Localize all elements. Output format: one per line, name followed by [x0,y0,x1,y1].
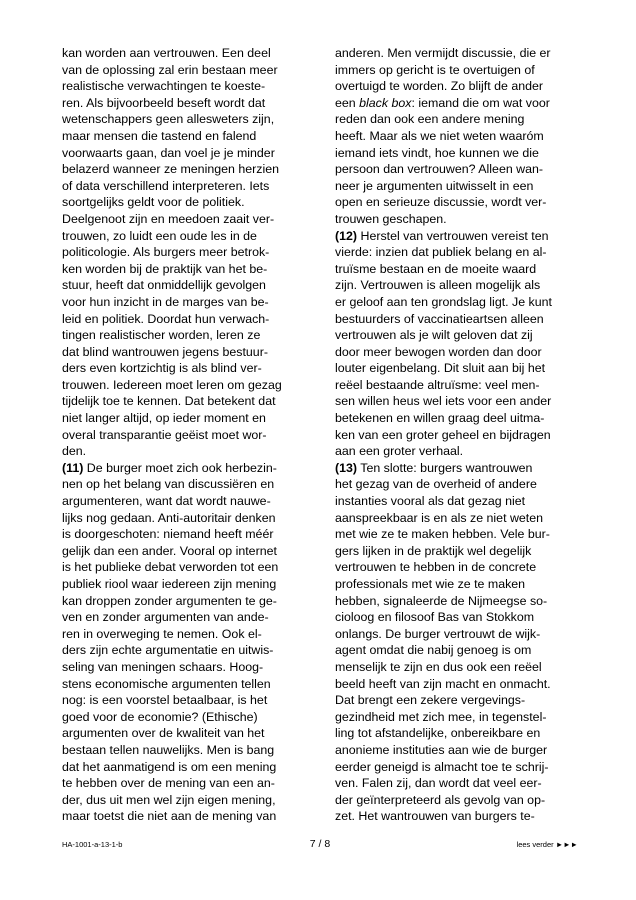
text-line: niet langer altijd, op ieder moment en [62,411,266,426]
text-line: nog: is een voorstel betaalbaar, is het [62,693,268,708]
page-footer [62,838,578,852]
text-line: voorwaarts gaan, dan voel je je minder [62,145,275,160]
paragraph-text: Ten slotte: burgers wantrouwen [357,460,533,475]
text-line: immers op gericht is te overtuigen of [335,62,535,77]
text-line: reëel bestaande altruïsme: veel men- [335,377,540,392]
text-line: het gezag van de overheid of andere [335,477,537,492]
text-line: trouwen. Iedereen moet leren om gezag [62,377,282,392]
paragraph-text: Herstel van vertrouwen vereist ten [357,228,549,243]
text-line: lijks nog gedaan. Anti-autoritair denken [62,510,276,525]
text-line: instanties vooral als dat gezag niet [335,494,526,509]
text-line: argumenteren, want dat wordt nauwe- [62,494,271,509]
text-line: nen op het belang van discussiëren en [62,477,275,492]
text-line: ders zijn echte argumentatie en uitwis- [62,643,274,658]
text-line: ren in overweging te nemen. Ook el- [62,626,262,641]
exam-code: HA-1001-a-13-1-b [62,840,123,849]
text-line: aanspreekbaar is en als ze niet weten [335,510,544,525]
text-line: wetenschappers geen allesweters zijn, [62,112,275,127]
text-line: belazerd wanneer ze meningen herzien [62,162,279,177]
text-line: aan een groter verhaal. [335,444,464,459]
text-line: ling tot afstandelijke, onbereikbare en [335,726,541,741]
text-line: ders even kortzichtig is als blind ver- [62,361,262,376]
text-line: goed voor de economie? (Ethische) [62,709,258,724]
text-line: zet. Het wantrouwen van burgers te- [335,809,535,824]
text-line: is het publieke debat verworden tot een [62,560,279,575]
text-line: of data verschillend interpreteren. Iets [62,178,270,193]
right-column [335,45,589,825]
paragraph-number: (13) [335,460,358,475]
text-line [335,95,589,112]
text-line: stuur, heeft dat onmiddellijk gevolgen [62,278,266,293]
text-line: realistische verwachtingen te koeste- [62,79,266,94]
text-line: zijn. Vertrouwen is alleen mogelijk als [335,278,541,293]
text-line: voor hun inzicht in de marges van be- [62,294,269,309]
text-line: ren. Als bijvoorbeeld beseft wordt dat [62,95,266,110]
paragraph-number: (12) [335,228,358,243]
text-line: truïsme bestaan en de moeite waard [335,261,537,276]
text-line: anderen. Men vermijdt discussie, die er [335,46,551,60]
text-line: beeld heeft van zijn macht en onmacht. [335,676,551,691]
text-line: sen willen heus wel iets voor een ander [335,394,552,409]
text-line: louter eigenbelang. Dit sluit aan bij het [335,361,546,376]
text-line: is doorgeschoten: niemand heeft méér [62,527,274,542]
text-line: bestuurders of vaccinatieartsen alleen [335,311,544,326]
text-line: stens economische argumenten tellen [62,676,271,691]
text-line: persoon dan vertrouwen? Alleen wan- [335,162,544,177]
text-line: gers lijken in de praktijk wel degelijk [335,543,532,558]
text-line: overal transparantie geëist moet wor- [62,427,267,442]
text-line: anonieme instituties aan wie de burger [335,742,548,757]
text-line: Deelgenoot zijn en meedoen zaait ver- [62,211,275,226]
text-line: leid en politiek. Doordat hun verwach- [62,311,270,326]
page-number: 7 / 8 [309,838,331,850]
text-line: ven. Falen zij, dan wordt dat veel eer- [335,776,542,791]
text-line [62,460,316,477]
text-line: vierde: inzien dat publiek belang en al- [335,245,547,260]
text-segment: : iemand die om wat voor [411,95,550,110]
text-line: reden dan ook een andere mening [335,112,525,127]
text-line: menselijk te zijn en dus ook een reëel [335,659,542,674]
text-line: Dat brengt een zekere vergevings- [335,693,526,708]
text-line: gezindheid met zich mee, in tegenstel- [335,709,547,724]
text-line: maar toetst die niet aan de mening van [62,809,277,824]
text-line: gelijk dan een ander. Vooral op internet [62,543,277,558]
text-line: vertrouwen te hebben in de concrete [335,560,537,575]
text-line: ken van een groter geheel en bijdragen [335,427,551,442]
text-line: seling van meningen schaars. Hoog- [62,659,264,674]
text-line: te hebben over de mening van een an- [62,776,275,791]
text-line: vertrouwen als je wilt geloven dat zij [335,328,533,343]
text-line: iemand iets vindt, hoe kunnen we die [335,145,539,160]
text-segment: een [335,95,360,110]
text-line: tijdelijk toe te kennen. Dat betekent dat [62,394,276,409]
text-line: eerder geneigd is almacht toe te schrij- [335,759,549,774]
text-line: van de oplossing zal erin bestaan meer [62,62,278,77]
text-line: heeft. Maar als we niet weten waaróm [335,128,544,143]
text-line: kan droppen zonder argumenten te ge- [62,593,277,608]
text-line: overtuigd te worden. Zo blijft de ander [335,79,544,94]
text-line: kan worden aan vertrouwen. Een deel [62,46,271,60]
text-line: tingen realistischer worden, leren ze [62,328,261,343]
text-line: door meer bewogen worden dan door [335,344,542,359]
paragraph-text: De burger moet zich ook herbezin- [83,460,277,475]
text-line: der geïnterpreteerd als gevolg van op- [335,792,546,807]
text-line: dat het aanmatigend is om een mening [62,759,277,774]
text-line: publiek riool waar iedereen zijn mening [62,577,277,591]
text-line: trouwen, zo luidt een oude les in de [62,228,257,243]
text-line: bestaan tellen nauwelijks. Men is bang [62,742,275,757]
text-line: cioloog en filosoof Bas van Stokkom [335,610,535,625]
left-column [62,45,316,825]
text-line: den. [62,444,87,459]
paragraph-number: (11) [62,460,84,475]
continue-indicator: lees verder ►►► [516,840,578,849]
text-line: soortgelijks geldt voor de politiek. [62,195,245,210]
text-line: open en serieuze discussie, wordt ver- [335,195,547,210]
text-line: trouwen geschapen. [335,211,447,226]
text-line: onlangs. De burger vertrouwt de wijk- [335,626,541,641]
italic-term: black box [359,95,412,110]
text-line: dat blind wantrouwen jegens bestuur- [62,344,268,359]
text-line: agent omdat die nabij genoeg is om [335,643,532,658]
text-line: neer je argumenten uitwisselt in een [335,178,534,193]
text-line: politicologie. Als burgers meer betrok- [62,245,270,260]
text-line: ken worden bij de praktijk van het be- [62,261,268,276]
text-line: ven en zonder argumenten van ande- [62,610,269,625]
text-line: er geloof aan ten grondslag ligt. Je kunt [335,294,552,309]
text-line: argumenten over de kwaliteit van het [62,726,265,741]
text-line: maar mensen die tastend en falend [62,128,257,143]
text-line: betekenen en willen graag deel uitma- [335,411,545,426]
text-line: met wie ze te maken hebben. Vele bur- [335,527,550,542]
text-line [335,228,589,245]
text-line: der, dus uit men wel zijn eigen mening, [62,792,276,807]
text-line: hebben, signaleerde de Nijmeegse so- [335,593,548,608]
text-line [335,460,589,477]
text-line: professionals met wie ze te maken [335,577,526,591]
